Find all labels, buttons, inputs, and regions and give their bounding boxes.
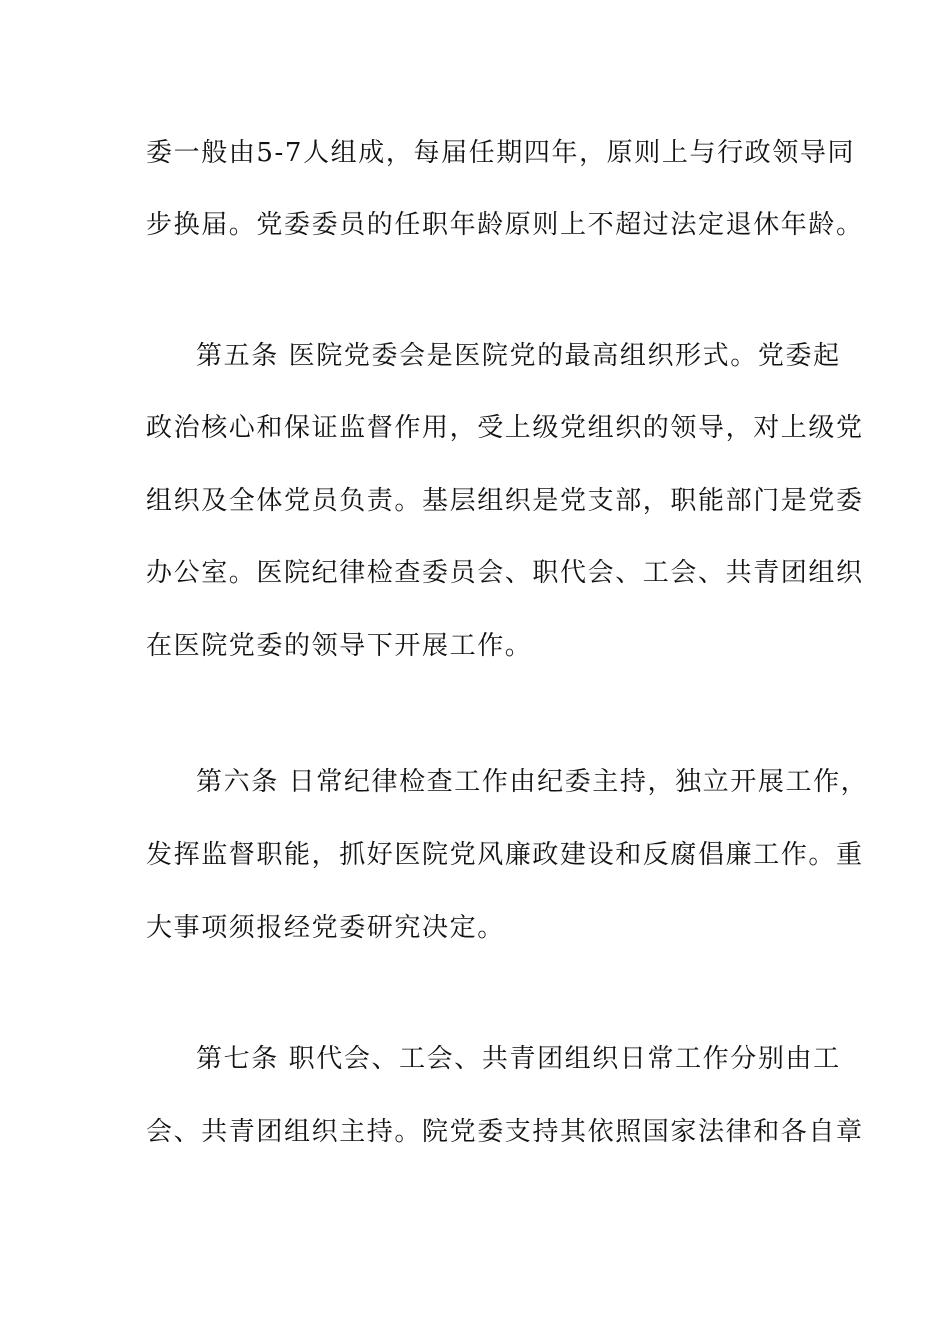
text-line: 办公室。医院纪律检查委员会、职代会、工会、共青团组织 (146, 558, 864, 588)
text-line: 步换届。党委委员的任职年龄原则上不超过法定退休年龄。 (146, 210, 864, 240)
text-line: 发挥监督职能，抓好医院党风廉政建设和反腐倡廉工作。重 (146, 840, 864, 870)
article-5-line: 第五条 医院党委会是医院党的最高组织形式。党委起 (196, 341, 841, 371)
text-line: 组织及全体党员负责。基层组织是党支部，职能部门是党委 (146, 486, 864, 516)
text-line: 会、共青团组织主持。院党委支持其依照国家法律和各自章 (146, 1117, 864, 1147)
text-line: 大事项须报经党委研究决定。 (146, 913, 505, 943)
article-6-line: 第六条 日常纪律检查工作由纪委主持，独立开展工作， (196, 767, 869, 797)
text-line: 在医院党委的领导下开展工作。 (146, 631, 533, 661)
text-line: 政治核心和保证监督作用，受上级党组织的领导，对上级党 (146, 413, 864, 443)
article-7-line: 第七条 职代会、工会、共青团组织日常工作分别由工 (196, 1044, 841, 1074)
text-line: 委一般由5-7人组成，每届任期四年，原则上与行政领导同 (146, 138, 856, 168)
